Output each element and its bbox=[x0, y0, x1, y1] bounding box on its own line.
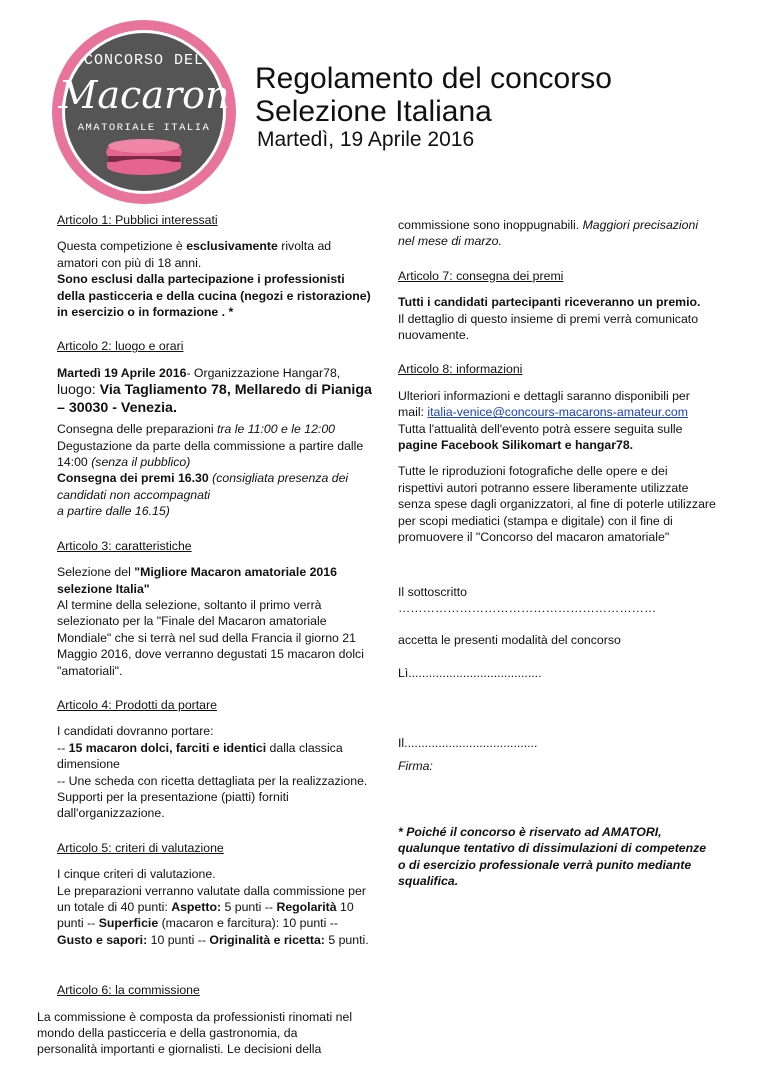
article-6-continued: commissione sono inoppugnabili. Maggiori precisazioni nel mese di marzo. bbox=[398, 218, 699, 249]
page-title: Regolamento del concorso Selezione Italiana bbox=[255, 62, 612, 128]
signature-label: Firma: bbox=[398, 758, 433, 773]
article-8-rights: Tutte le riproduzioni fotografiche delle opere e dei rispettivi autori potranno essere liberamente utilizzate senza spese dagli organizzatori, al fine di poterle utilizzare per scopi mediatici (stampa e digitale) con il fine di promuovere il "Concorso del macaron amatoriale" bbox=[398, 464, 716, 545]
article-8-body: Ulteriori informazioni e dettagli saranno disponibili per mail: italia-venice@concours-macarons-amateur.com Tutta l'attualità dell'evento potrà essere seguita sulle pagine Facebook Silikomart e hangar78. bbox=[398, 388, 690, 453]
article-3-heading: Articolo 3: caratteristiche bbox=[57, 538, 192, 553]
contact-email-link[interactable]: italia-venice@concours-macarons-amateur.com bbox=[427, 405, 688, 420]
right-column bbox=[398, 217, 716, 890]
article-4-heading: Articolo 4: Prodotti da portare bbox=[57, 697, 217, 712]
article-1-body: Questa competizione è esclusivamente rivolta ad amatori con più di 18 anni. Sono esclusi dalla partecipazione i professionisti della pasticceria e della cucina (negozi e ristorazione) in esercizio o in formazione . * bbox=[57, 239, 371, 320]
article-8-heading: Articolo 8: informazioni bbox=[398, 362, 523, 377]
article-6-heading: Articolo 6: la commissione bbox=[57, 983, 200, 998]
logo-line1: CONCORSO DEL bbox=[83, 52, 205, 69]
acceptance-text: accetta le presenti modalità del concorso bbox=[398, 633, 621, 648]
article-6-body: La commissione è composta da professionisti rinomati nel mondo della pasticceria e della gastronomia, da personalità importanti e giornalisti. Le decisioni della bbox=[37, 1009, 353, 1057]
macaron-icon bbox=[106, 139, 182, 175]
article-1-heading: Articolo 1: Pubblici interessati bbox=[57, 213, 218, 227]
article-4-body: I candidati dovranno portare: -- 15 macaron dolci, farciti e identici dalla classica dimensione -- Une scheda con ricetta dettagliata per la realizzazione. Supporti per la presentazione (piatti) forniti dall'organizzazione. bbox=[57, 724, 368, 821]
date-line: Il....................................... bbox=[398, 736, 538, 751]
article-5-body: I cinque criteri di valutazione. Le preparazioni verranno valutate dalla commissione per un totale di 40 punti: Aspetto: 5 punti -- Regolarità 10 punti -- Superficie (macaron e farcitura): 10 punti -- Gusto e sapori: 10 punti -- Originalità e ricetta: 5 punti. bbox=[57, 867, 369, 947]
contest-logo bbox=[52, 20, 236, 204]
undersigned-line: Il sottoscritto ……………………………………………………… bbox=[398, 584, 657, 615]
article-2-body: Martedì 19 Aprile 2016- Organizzazione Hangar78, luogo: Via Tagliamento 78, Mellaredo di Pianiga – 30030 - Venezia. Consegna delle preparazioni tra le 11:00 e le 12:00 Degustazione da parte della commissione a partire dalle 14:00 (senza il pubblico) Consegna dei premi 16.30 (consigliata presenza dei candidati non accompagnati a partire dalle 16.15) bbox=[57, 365, 372, 519]
event-date: Martedì, 19 Aprile 2016 bbox=[257, 128, 475, 151]
footnote: * Poiché il concorso è riservato ad AMATORI, qualunque tentativo di dissimulazioni di competenze o di esercizio professionale verrà punito mediante squalifica. bbox=[398, 824, 707, 889]
article-7-heading: Articolo 7: consegna dei premi bbox=[398, 268, 564, 283]
article-7-body: Tutti i candidati partecipanti riceveranno un premio. Il dettaglio di questo insieme di premi verrà comunicato nuovamente. bbox=[398, 295, 701, 343]
logo-line2: Macaron bbox=[58, 73, 230, 117]
article-3-body: Selezione del "Migliore Macaron amatoriale 2016 selezione Italia" Al termine della selezione, soltanto il primo verrà selezionato per la "Finale del Macaron amatoriale Mondiale" che si terrà nel sud della Francia il giorno 21 Maggio 2016, dove verranno degustati 15 macaron dolci "amatoriali". bbox=[57, 565, 364, 678]
article-5-heading: Articolo 5: criteri di valutazione bbox=[57, 840, 224, 855]
logo-line3: AMATORIALE ITALIA bbox=[77, 122, 211, 134]
article-2-heading: Articolo 2: luogo e orari bbox=[57, 339, 184, 354]
left-column bbox=[37, 212, 373, 1068]
place-line: Lì....................................... bbox=[398, 665, 542, 680]
